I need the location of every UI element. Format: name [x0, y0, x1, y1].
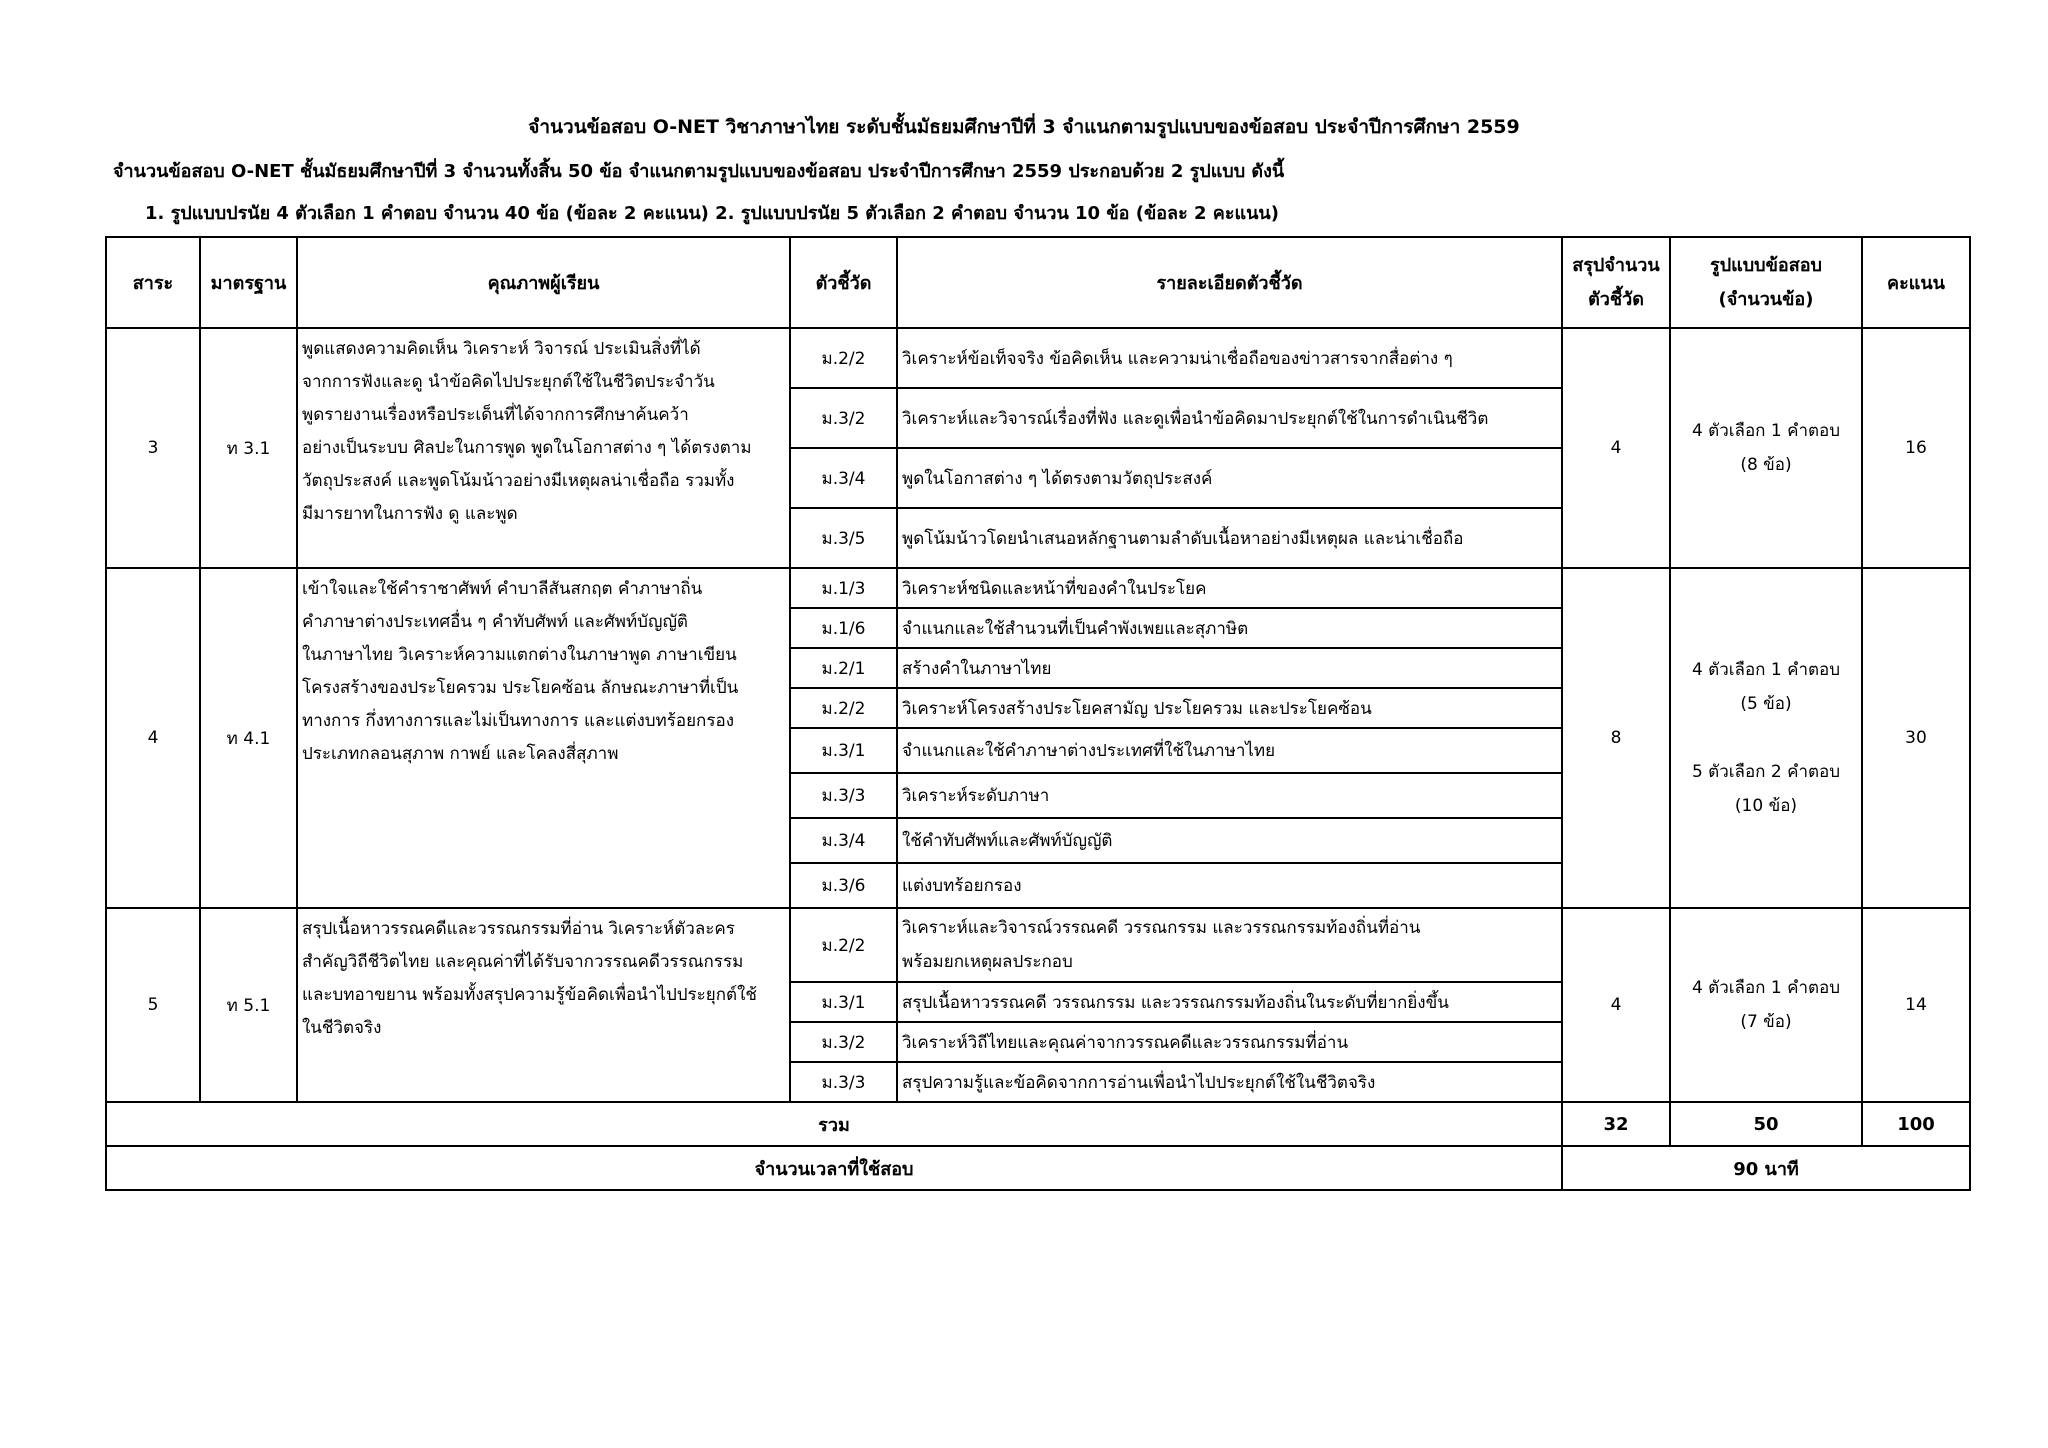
- header-count-line2: ตัวชี้วัด: [1588, 288, 1644, 310]
- indicator-code: ม.1/3: [790, 568, 897, 608]
- strand-cell: 4: [106, 568, 200, 908]
- indicator-code: ม.3/1: [790, 982, 897, 1022]
- header-format-line1: รูปแบบข้อสอบ: [1710, 254, 1822, 276]
- header-indicator: ตัวชี้วัด: [790, 237, 897, 328]
- indicator-detail: พูดในโอกาสต่าง ๆ ได้ตรงตามวัตถุประสงค์: [897, 448, 1562, 508]
- header-count: [1562, 237, 1670, 328]
- standard-cell: ท 3.1: [200, 328, 297, 568]
- exam-table: [105, 236, 1971, 1191]
- time-label: จำนวนเวลาที่ใช้สอบ: [106, 1146, 1562, 1190]
- document-subtitle-2: 1. รูปแบบปรนัย 4 ตัวเลือก 1 คำตอบ จำนวน 40 ข้อ (ข้อละ 2 คะแนน) 2. รูปแบบปรนัย 5 ตัวเลือก 2 คำตอบ จำนวน 10 ข้อ (ข้อละ 2 คะแนน): [145, 203, 1279, 224]
- indicator-code: ม.1/6: [790, 608, 897, 648]
- indicator-code: ม.3/2: [790, 388, 897, 448]
- total-row: [106, 1102, 1970, 1146]
- indicator-code: ม.3/6: [790, 863, 897, 908]
- indicator-code: ม.3/3: [790, 773, 897, 818]
- indicator-detail: วิเคราะห์โครงสร้างประโยคสามัญ ประโยครวม และประโยคซ้อน: [897, 688, 1562, 728]
- indicator-detail: ใช้คำทับศัพท์และศัพท์บัญญัติ: [897, 818, 1562, 863]
- count-cell: 4: [1562, 908, 1670, 1102]
- indicator-detail: พูดโน้มน้าวโดยนำเสนอหลักฐานตามลำดับเนื้อหาอย่างมีเหตุผล และน่าเชื่อถือ: [897, 508, 1562, 568]
- indicator-detail: วิเคราะห์ระดับภาษา: [897, 773, 1562, 818]
- standard-cell: ท 5.1: [200, 908, 297, 1102]
- header-strand: สาระ: [106, 237, 200, 328]
- indicator-detail-line2: พร้อมยกเหตุผลประกอบ: [902, 952, 1073, 972]
- indicator-code: ม.3/1: [790, 728, 897, 773]
- indicator-detail: จำแนกและใช้สำนวนที่เป็นคำพังเพยและสุภาษิต: [897, 608, 1562, 648]
- document-subtitle-1: จำนวนข้อสอบ O-NET ชั้นมัธยมศึกษาปีที่ 3 จำนวนทั้งสิ้น 50 ข้อ จำแนกตามรูปแบบของข้อสอบ ประจำปีการศึกษา 2559 ประกอบด้วย 2 รูปแบบ ดังนี้: [113, 161, 1285, 182]
- indicator-code: ม.3/3: [790, 1062, 897, 1102]
- table-row: [106, 328, 1970, 388]
- indicator-code: ม.3/2: [790, 1022, 897, 1062]
- format-cell: 4 ตัวเลือก 1 คำตอบ (7 ข้อ): [1670, 908, 1862, 1102]
- score-cell: 14: [1862, 908, 1970, 1102]
- score-cell: 16: [1862, 328, 1970, 568]
- count-cell: 8: [1562, 568, 1670, 908]
- indicator-detail: [897, 908, 1562, 982]
- total-count: 32: [1562, 1102, 1670, 1146]
- indicator-detail: วิเคราะห์วิถีไทยและคุณค่าจากวรรณคดีและวรรณกรรมที่อ่าน: [897, 1022, 1562, 1062]
- indicator-code: ม.3/4: [790, 818, 897, 863]
- indicator-detail: สรุปความรู้และข้อคิดจากการอ่านเพื่อนำไปประยุกต์ใช้ในชีวิตจริง: [897, 1062, 1562, 1102]
- table-row: [106, 568, 1970, 608]
- indicator-detail: วิเคราะห์ชนิดและหน้าที่ของคำในประโยค: [897, 568, 1562, 608]
- indicator-detail-line1: วิเคราะห์และวิจารณ์วรรณคดี วรรณกรรม และวรรณกรรมท้องถิ่นที่อ่าน: [902, 918, 1421, 938]
- indicator-detail: สร้างคำในภาษาไทย: [897, 648, 1562, 688]
- header-format: [1670, 237, 1862, 328]
- count-cell: 4: [1562, 328, 1670, 568]
- header-format-line2: (จำนวนข้อ): [1718, 288, 1814, 310]
- strand-cell: 5: [106, 908, 200, 1102]
- indicator-detail: สรุปเนื้อหาวรรณคดี วรรณกรรม และวรรณกรรมท้องถิ่นในระดับที่ยากยิ่งขึ้น: [897, 982, 1562, 1022]
- indicator-code: ม.2/2: [790, 688, 897, 728]
- header-row: [106, 237, 1970, 328]
- indicator-detail: แต่งบทร้อยกรอง: [897, 863, 1562, 908]
- indicator-code: ม.3/5: [790, 508, 897, 568]
- strand-cell: 3: [106, 328, 200, 568]
- header-count-line1: สรุปจำนวน: [1572, 254, 1660, 276]
- indicator-code: ม.2/1: [790, 648, 897, 688]
- format-cell: 4 ตัวเลือก 1 คำตอบ (8 ข้อ): [1670, 328, 1862, 568]
- header-score: คะแนน: [1862, 237, 1970, 328]
- indicator-detail: วิเคราะห์ข้อเท็จจริง ข้อคิดเห็น และความน่าเชื่อถือของข่าวสารจากสื่อต่าง ๆ: [897, 328, 1562, 388]
- indicator-detail: จำแนกและใช้คำภาษาต่างประเทศที่ใช้ในภาษาไทย: [897, 728, 1562, 773]
- header-detail: รายละเอียดตัวชี้วัด: [897, 237, 1562, 328]
- indicator-code: ม.3/4: [790, 448, 897, 508]
- indicator-code: ม.2/2: [790, 328, 897, 388]
- indicator-code: ม.2/2: [790, 908, 897, 982]
- total-score: 100: [1862, 1102, 1970, 1146]
- score-cell: 30: [1862, 568, 1970, 908]
- quality-cell: สรุปเนื้อหาวรรณคดีและวรรณกรรมที่อ่าน วิเคราะห์ตัวละคร สำคัญวิถีชีวิตไทย และคุณค่าที่ได้รับจากวรรณคดีวรรณกรรม และบทอาขยาน พร้อมทั้งสรุปความรู้ข้อคิดเพื่อนำไปประยุกต์ใช้ ในชีวิตจริง: [297, 908, 790, 1102]
- time-row: [106, 1146, 1970, 1190]
- total-label: รวม: [106, 1102, 1562, 1146]
- indicator-detail: วิเคราะห์และวิจารณ์เรื่องที่ฟัง และดูเพื่อนำข้อคิดมาประยุกต์ใช้ในการดำเนินชีวิต: [897, 388, 1562, 448]
- format-cell: 4 ตัวเลือก 1 คำตอบ (5 ข้อ) 5 ตัวเลือก 2 คำตอบ (10 ข้อ): [1670, 568, 1862, 908]
- standard-cell: ท 4.1: [200, 568, 297, 908]
- table-row: [106, 908, 1970, 982]
- quality-cell: พูดแสดงความคิดเห็น วิเคราะห์ วิจารณ์ ประเมินสิ่งที่ได้ จากการฟังและดู นำข้อคิดไปประยุกต์ใช้ในชีวิตประจำวัน พูดรายงานเรื่องหรือประเด็นที่ได้จากการศึกษาค้นคว้า อย่างเป็นระบบ ศิลปะในการพูด พูดในโอกาสต่าง ๆ ได้ตรงตาม วัตถุประสงค์ และพูดโน้มน้าวอย่างมีเหตุผลน่าเชื่อถือ รวมทั้ง มีมารยาทในการฟัง ดู และพูด: [297, 328, 790, 568]
- time-value: 90 นาที: [1562, 1146, 1970, 1190]
- document-title: จำนวนข้อสอบ O-NET วิชาภาษาไทย ระดับชั้นมัธยมศึกษาปีที่ 3 จำแนกตามรูปแบบของข้อสอบ ประจำปีการศึกษา 2559: [528, 116, 1520, 138]
- header-standard: มาตรฐาน: [200, 237, 297, 328]
- total-items: 50: [1670, 1102, 1862, 1146]
- quality-cell: เข้าใจและใช้คำราชาศัพท์ คำบาลีสันสกฤต คำภาษาถิ่น คำภาษาต่างประเทศอื่น ๆ คำทับศัพท์ และศัพท์บัญญัติ ในภาษาไทย วิเคราะห์ความแตกต่างในภาษาพูด ภาษาเขียน โครงสร้างของประโยครวม ประโยคซ้อน ลักษณะภาษาที่เป็น ทางการ กึ่งทางการและไม่เป็นทางการ และแต่งบทร้อยกรอง ประเภทกลอนสุภาพ กาพย์ และโคลงสี่สุภาพ: [297, 568, 790, 908]
- header-quality: คุณภาพผู้เรียน: [297, 237, 790, 328]
